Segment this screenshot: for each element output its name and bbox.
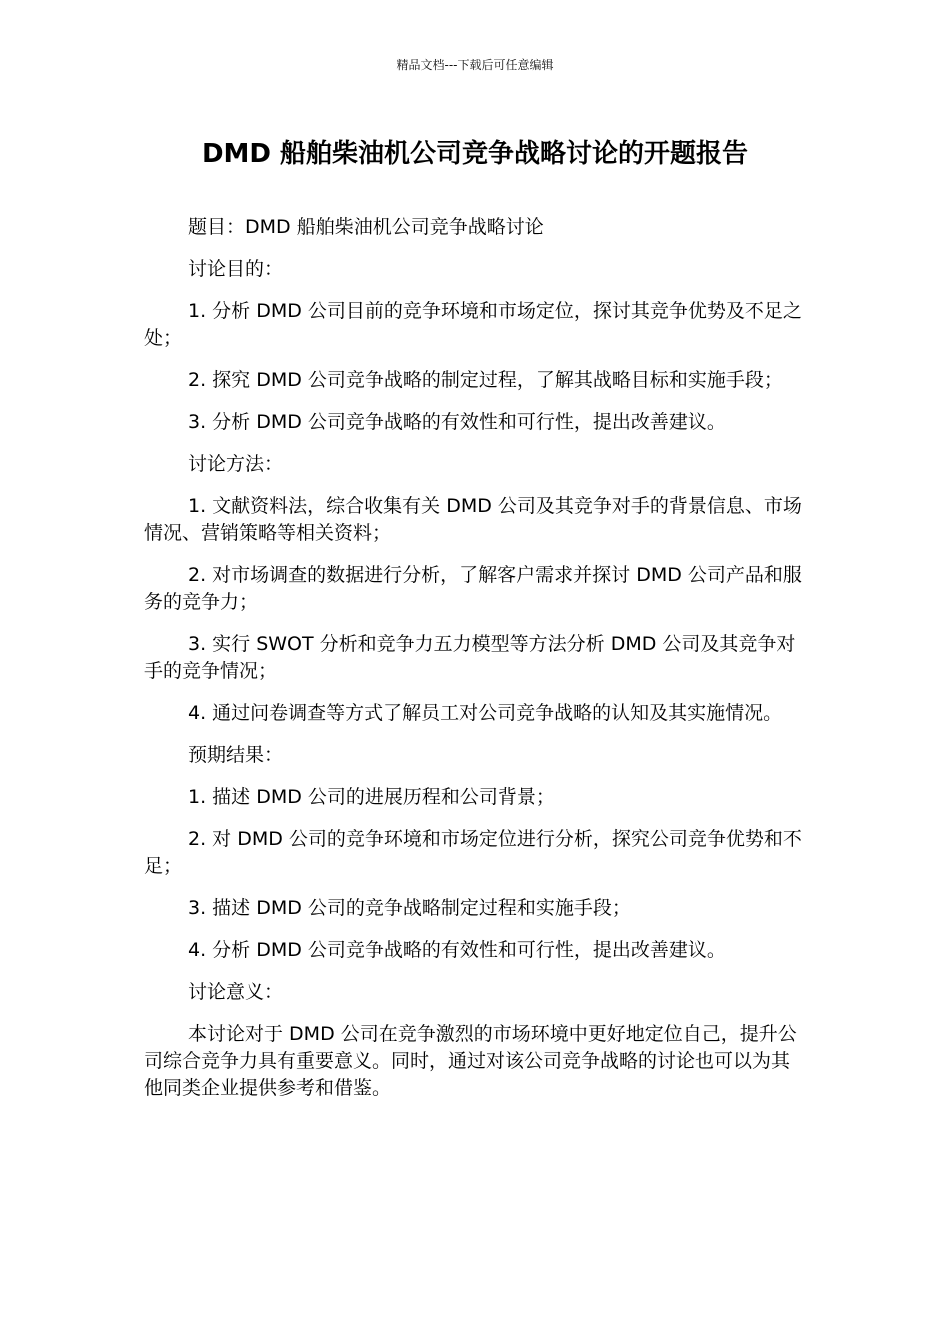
heading-expected-results: 预期结果： [188, 744, 284, 766]
purpose-item-3: 3. 分析 DMD 公司竞争战略的有效性和可行性，提出改善建议。 [188, 411, 726, 433]
significance-paragraph: 本讨论对于 DMD 公司在竞争激烈的市场环境中更好地定位自己，提升公司综合竞争力具有重要意义。同时，通过对该公司竞争战略的讨论也可以为其他同类企业提供参考和借鉴。 [144, 1023, 797, 1099]
method-item-1: 1. 文献资料法，综合收集有关 DMD 公司及其竞争对手的背景信息、市场情况、营销策略等相关资料； [144, 495, 802, 544]
document-body [144, 214, 804, 1117]
method-item-2: 2. 对市场调查的数据进行分析，了解客户需求并探讨 DMD 公司产品和服务的竞争力； [144, 564, 802, 613]
result-item-4: 4. 分析 DMD 公司竞争战略的有效性和可行性，提出改善建议。 [188, 939, 726, 961]
heading-methods: 讨论方法： [188, 453, 284, 475]
result-item-1: 1. 描述 DMD 公司的进展历程和公司背景； [188, 786, 555, 808]
purpose-item-2: 2. 探究 DMD 公司竞争战略的制定过程，了解其战略目标和实施手段； [188, 369, 783, 391]
purpose-item-1: 1. 分析 DMD 公司目前的竞争环境和市场定位，探讨其竞争优势及不足之处； [144, 300, 802, 349]
heading-purpose: 讨论目的： [188, 258, 284, 280]
result-item-3: 3. 描述 DMD 公司的竞争战略制定过程和实施手段； [188, 897, 631, 919]
method-item-4: 4. 通过问卷调查等方式了解员工对公司竞争战略的认知及其实施情况。 [188, 702, 783, 724]
header-note: 精品文档---下载后可任意编辑 [396, 58, 554, 72]
paragraph-topic: 题目：DMD 船舶柴油机公司竞争战略讨论 [188, 216, 544, 238]
method-item-3: 3. 实行 SWOT 分析和竞争力五力模型等方法分析 DMD 公司及其竞争对手的竞争情况； [144, 633, 796, 682]
heading-significance: 讨论意义： [188, 981, 284, 1003]
document-title: DMD 船舶柴油机公司竞争战略讨论的开题报告 [201, 139, 749, 169]
result-item-2: 2. 对 DMD 公司的竞争环境和市场定位进行分析，探究公司竞争优势和不足； [144, 828, 802, 877]
